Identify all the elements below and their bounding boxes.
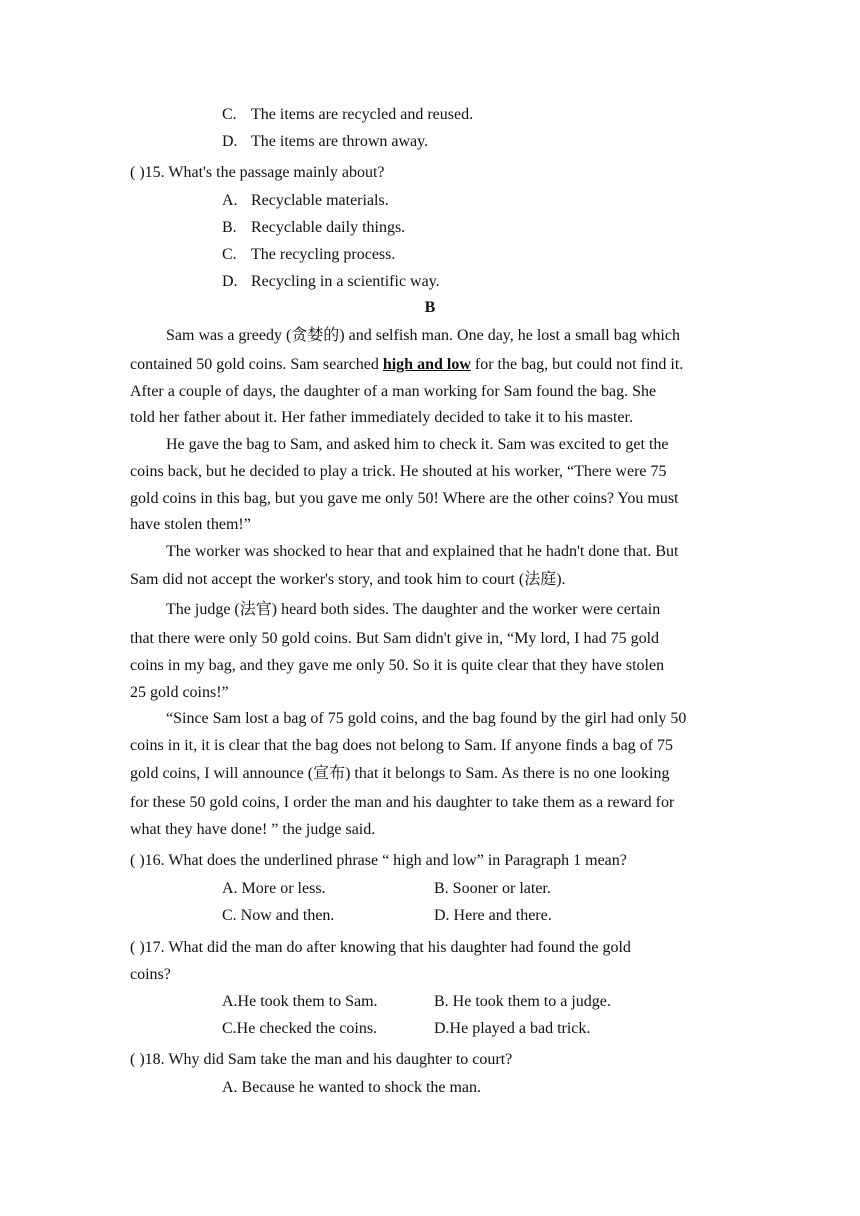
option-text: Recyclable materials. xyxy=(251,192,389,209)
passage-line: He gave the bag to Sam, and asked him to check it. Sam was excited to get the xyxy=(166,436,669,453)
q14-option-c xyxy=(222,105,473,125)
passage-line: gold coins, I will announce (宣布) that it belongs to Sam. As there is no one looking xyxy=(130,765,670,782)
passage-line: The judge (法官) heard both sides. The daughter and the worker were certain xyxy=(166,601,661,618)
q18-stem: ( )18. Why did Sam take the man and his daughter to court? xyxy=(130,1051,513,1068)
option-letter: D. xyxy=(222,133,238,150)
option-letter: C. xyxy=(222,246,237,263)
passage-line: After a couple of days, the daughter of a man working for Sam found the bag. She xyxy=(130,383,657,400)
passage-line: Sam was a greedy (贪婪的) and selfish man. One day, he lost a small bag which xyxy=(166,327,680,344)
underlined-phrase: high and low xyxy=(382,356,471,373)
option-letter: B. xyxy=(222,219,237,236)
q16-option-d: D. Here and there. xyxy=(434,907,552,924)
passage-line: Sam did not accept the worker's story, and took him to court (法庭). xyxy=(130,571,566,588)
q15-option-a xyxy=(222,191,389,211)
q16-stem: ( )16. What does the underlined phrase “ high and low” in Paragraph 1 mean? xyxy=(130,852,627,869)
passage-line: 25 gold coins!” xyxy=(130,684,229,701)
passage-line: coins in it, it is clear that the bag does not belong to Sam. If anyone finds a bag of 75 xyxy=(130,737,673,754)
q17-stem: ( )17. What did the man do after knowing that his daughter had found the gold xyxy=(130,939,631,956)
passage-line: coins in my bag, and they gave me only 50. So it is quite clear that they have stolen xyxy=(130,657,665,674)
q14-option-d xyxy=(222,132,428,152)
passage-line: coins back, but he decided to play a trick. He shouted at his worker, “There were 75 xyxy=(130,463,667,480)
passage-line xyxy=(130,355,683,375)
passage-line: told her father about it. Her father immediately decided to take it to his master. xyxy=(130,409,633,426)
q17-option-b: B. He took them to a judge. xyxy=(434,993,611,1010)
option-letter: C. xyxy=(222,106,237,123)
option-text: The recycling process. xyxy=(251,246,396,263)
passage-text: contained 50 gold coins. Sam searched xyxy=(130,356,383,373)
passage-line: what they have done! ” the judge said. xyxy=(130,821,376,838)
option-text: The items are thrown away. xyxy=(251,133,429,150)
q16-option-c: C. Now and then. xyxy=(222,907,335,924)
q18-option-a: A. Because he wanted to shock the man. xyxy=(222,1079,482,1096)
option-text: Recycling in a scientific way. xyxy=(251,273,440,290)
passage-line: The worker was shocked to hear that and explained that he hadn't done that. But xyxy=(166,543,679,560)
q15-stem: ( )15. What's the passage mainly about? xyxy=(130,164,385,181)
option-letter: A. xyxy=(222,192,238,209)
passage-line: have stolen them!” xyxy=(130,516,251,533)
option-text: The items are recycled and reused. xyxy=(251,106,474,123)
q16-option-b: B. Sooner or later. xyxy=(434,880,551,897)
passage-line: for these 50 gold coins, I order the man and his daughter to take them as a reward for xyxy=(130,794,675,811)
q17-option-c: C.He checked the coins. xyxy=(222,1020,378,1037)
passage-line: gold coins in this bag, but you gave me only 50! Where are the other coins? You must xyxy=(130,490,679,507)
q17-option-d: D.He played a bad trick. xyxy=(434,1020,591,1037)
q16-option-a: A. More or less. xyxy=(222,880,326,897)
option-text: Recyclable daily things. xyxy=(251,219,406,236)
q15-option-d xyxy=(222,272,440,292)
section-heading: B xyxy=(424,299,436,316)
q17-stem-continued: coins? xyxy=(130,966,171,983)
passage-line: that there were only 50 gold coins. But Sam didn't give in, “My lord, I had 75 gold xyxy=(130,630,660,647)
passage-line: “Since Sam lost a bag of 75 gold coins, and the bag found by the girl had only 50 xyxy=(166,710,687,727)
q15-option-b xyxy=(222,218,405,238)
option-letter: D. xyxy=(222,273,238,290)
q17-option-a: A.He took them to Sam. xyxy=(222,993,378,1010)
q15-option-c xyxy=(222,245,395,265)
passage-text: for the bag, but could not find it. xyxy=(470,356,684,373)
